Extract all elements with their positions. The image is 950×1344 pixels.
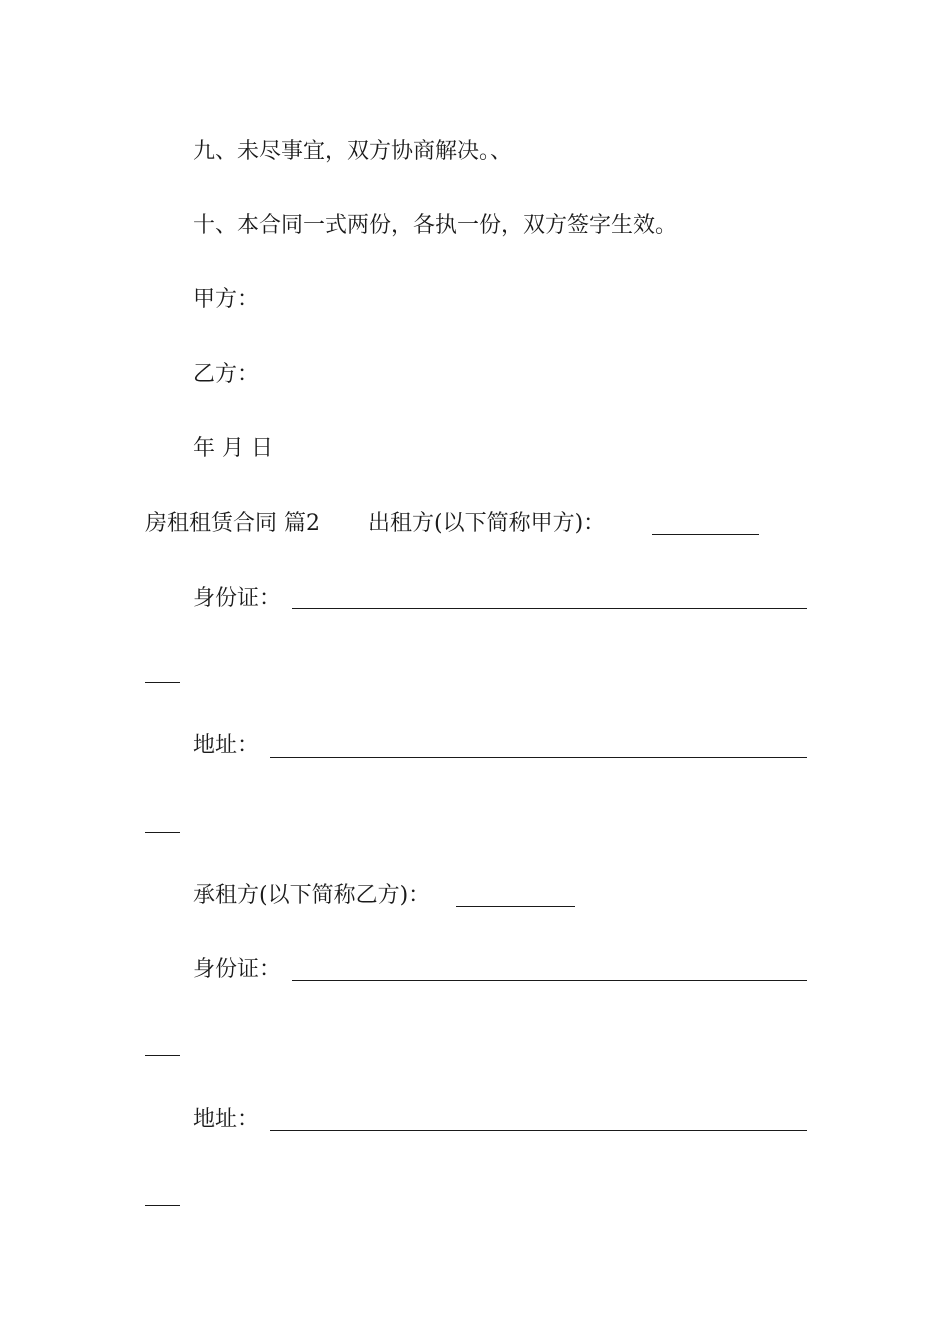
lessee-id-blank-continuation (145, 1055, 180, 1056)
party-a-signature-label: 甲方： (193, 287, 260, 312)
lessee-address-label: 地址： (193, 1107, 260, 1132)
lessee-address-blank-continuation (145, 1205, 180, 1206)
lessee-id-label: 身份证： (193, 957, 282, 982)
lessor-id-blank (292, 608, 807, 609)
clause-9: 九、未尽事宜，双方协商解决。、 (193, 139, 513, 164)
lessor-address-label: 地址： (193, 733, 260, 758)
signature-date: 年 月 日 (193, 436, 273, 461)
lessee-name-blank (456, 906, 575, 907)
lessor-label: 出租方(以下简称甲方)： (368, 511, 606, 536)
lessor-address-blank (270, 757, 807, 758)
party-b-signature-label: 乙方： (193, 362, 260, 387)
contract-2-heading: 房租租赁合同 篇2 (145, 511, 320, 536)
lessee-id-blank (292, 980, 807, 981)
lessor-address-blank-continuation (145, 832, 180, 833)
contract-2-heading-line (145, 509, 605, 539)
lessor-name-blank (652, 534, 759, 535)
clause-10: 十、本合同一式两份，各执一份，双方签字生效。 (193, 213, 678, 238)
lessee-address-blank (270, 1130, 807, 1131)
lessee-label: 承租方(以下简称乙方)： (193, 883, 431, 908)
lessor-id-label: 身份证： (193, 586, 282, 611)
lessor-id-blank-continuation (145, 682, 180, 683)
